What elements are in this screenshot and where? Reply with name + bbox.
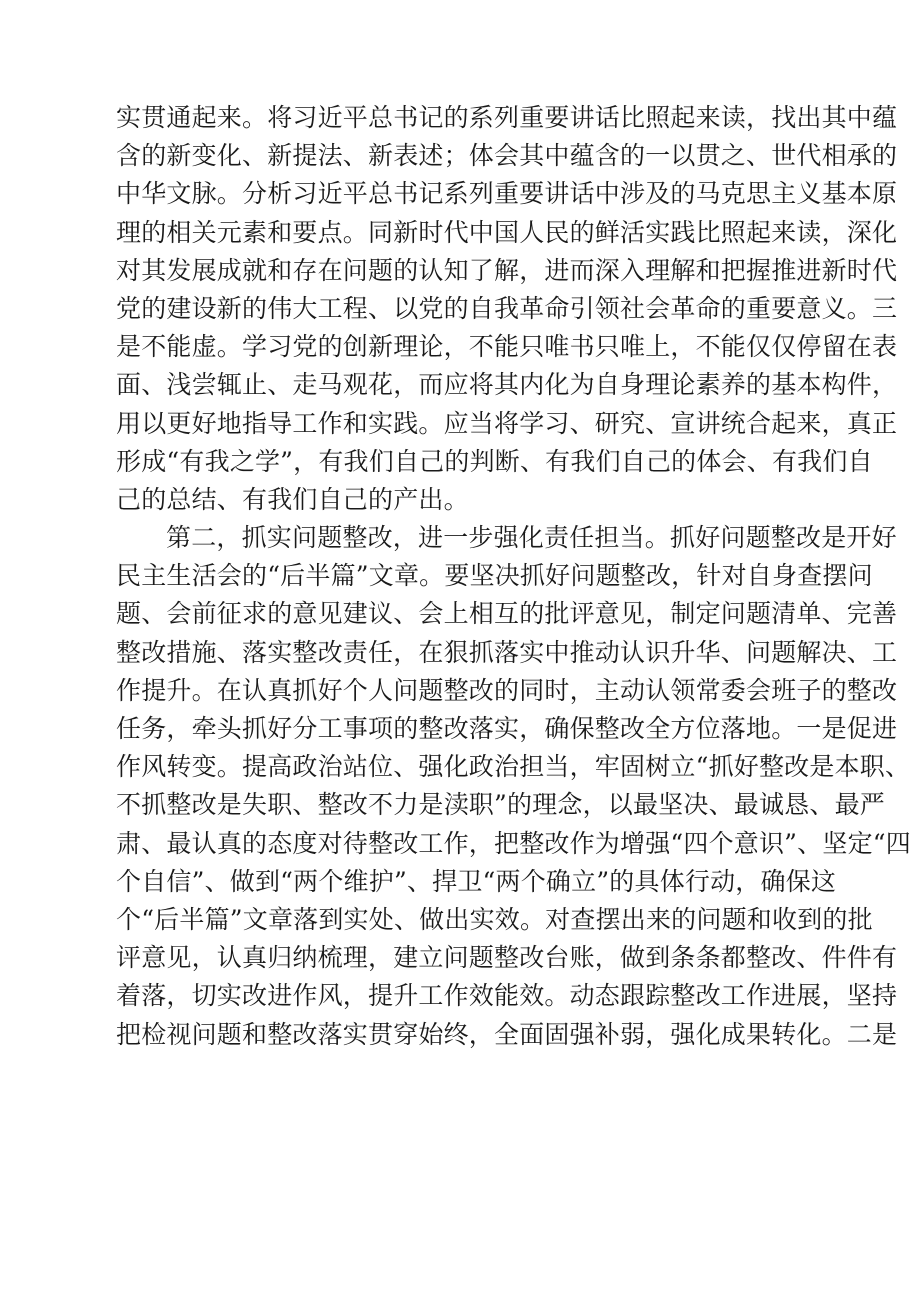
text-line: 着落，切实改进作风，提升工作效能效。动态跟踪整改工作进展，坚持 [116, 981, 898, 1011]
text-line: 作风转变。提高政治站位、强化政治担当，牢固树立“抓好整改是本职、 [116, 752, 911, 782]
text-line: 用以更好地指导工作和实践。应当将学习、研究、宣讲统合起来，真正 [116, 408, 898, 438]
text-line: 评意见，认真归纳梳理，建立问题整改台账，做到条条都整改、件件有 [116, 943, 898, 973]
body-text [116, 99, 911, 1054]
text-line: 对其发展成就和存在问题的认知了解，进而深入理解和把握推进新时代 [116, 255, 898, 285]
text-line: 把检视问题和整改落实贯穿始终，全面固强补弱，强化成果转化。二是 [116, 1019, 898, 1049]
text-line: 整改措施、落实整改责任，在狠抓落实中推动认识升华、问题解决、工 [116, 637, 898, 667]
text-line: 个“后半篇”文章落到实处、做出实效。对查摆出来的问题和收到的批 [116, 904, 873, 934]
text-line: 肃、最认真的态度对待整改工作，把整改作为增强“四个意识”、坚定“四 [116, 828, 911, 858]
text-line: 面、浅尝辄止、走马观花，而应将其内化为自身理论素养的基本构件， [116, 370, 898, 400]
paragraph-last-line: 己的总结、有我们自己的产出。 [116, 484, 469, 514]
text-line: 含的新变化、新提法、新表述；体会其中蕴含的一以贯之、世代相承的 [116, 141, 898, 171]
text-line: 民主生活会的“后半篇”文章。要坚决抓好问题整改，针对自身查摆问 [116, 561, 873, 591]
text-line: 不抓整改是失职、整改不力是渎职”的理念，以最坚决、最诚恳、最严 [116, 790, 885, 820]
text-line: 题、会前征求的意见建议、会上相互的批评意见，制定问题清单、完善 [116, 599, 898, 629]
text-line: 个自信”、做到“两个维护”、捍卫“两个确立”的具体行动，确保这 [116, 866, 837, 896]
text-line: 中华文脉。分析习近平总书记系列重要讲话中涉及的马克思主义基本原 [116, 179, 898, 209]
text-line: 作提升。在认真抓好个人问题整改的同时，主动认领常委会班子的整改 [116, 675, 898, 705]
text-line: 实贯通起来。将习近平总书记的系列重要讲话比照起来读，找出其中蕴 [116, 103, 898, 132]
text-line: 党的建设新的伟大工程、以党的自我革命引领社会革命的重要意义。三 [116, 293, 898, 323]
text-line: 是不能虚。学习党的创新理论，不能只唯书只唯上，不能仅仅停留在表 [116, 332, 898, 362]
text-line: 任务，牵头抓好分工事项的整改落实，确保整改全方位落地。一是促进 [116, 714, 898, 743]
text-line: 理的相关元素和要点。同新时代中国人民的鲜活实践比照起来读，深化 [116, 217, 898, 247]
paragraph-first-line: 第二，抓实问题整改，进一步强化责任担当。抓好问题整改是开好 [166, 523, 897, 553]
text-line: 形成“有我之学”，有我们自己的判断、有我们自己的体会、有我们自 [116, 446, 873, 476]
